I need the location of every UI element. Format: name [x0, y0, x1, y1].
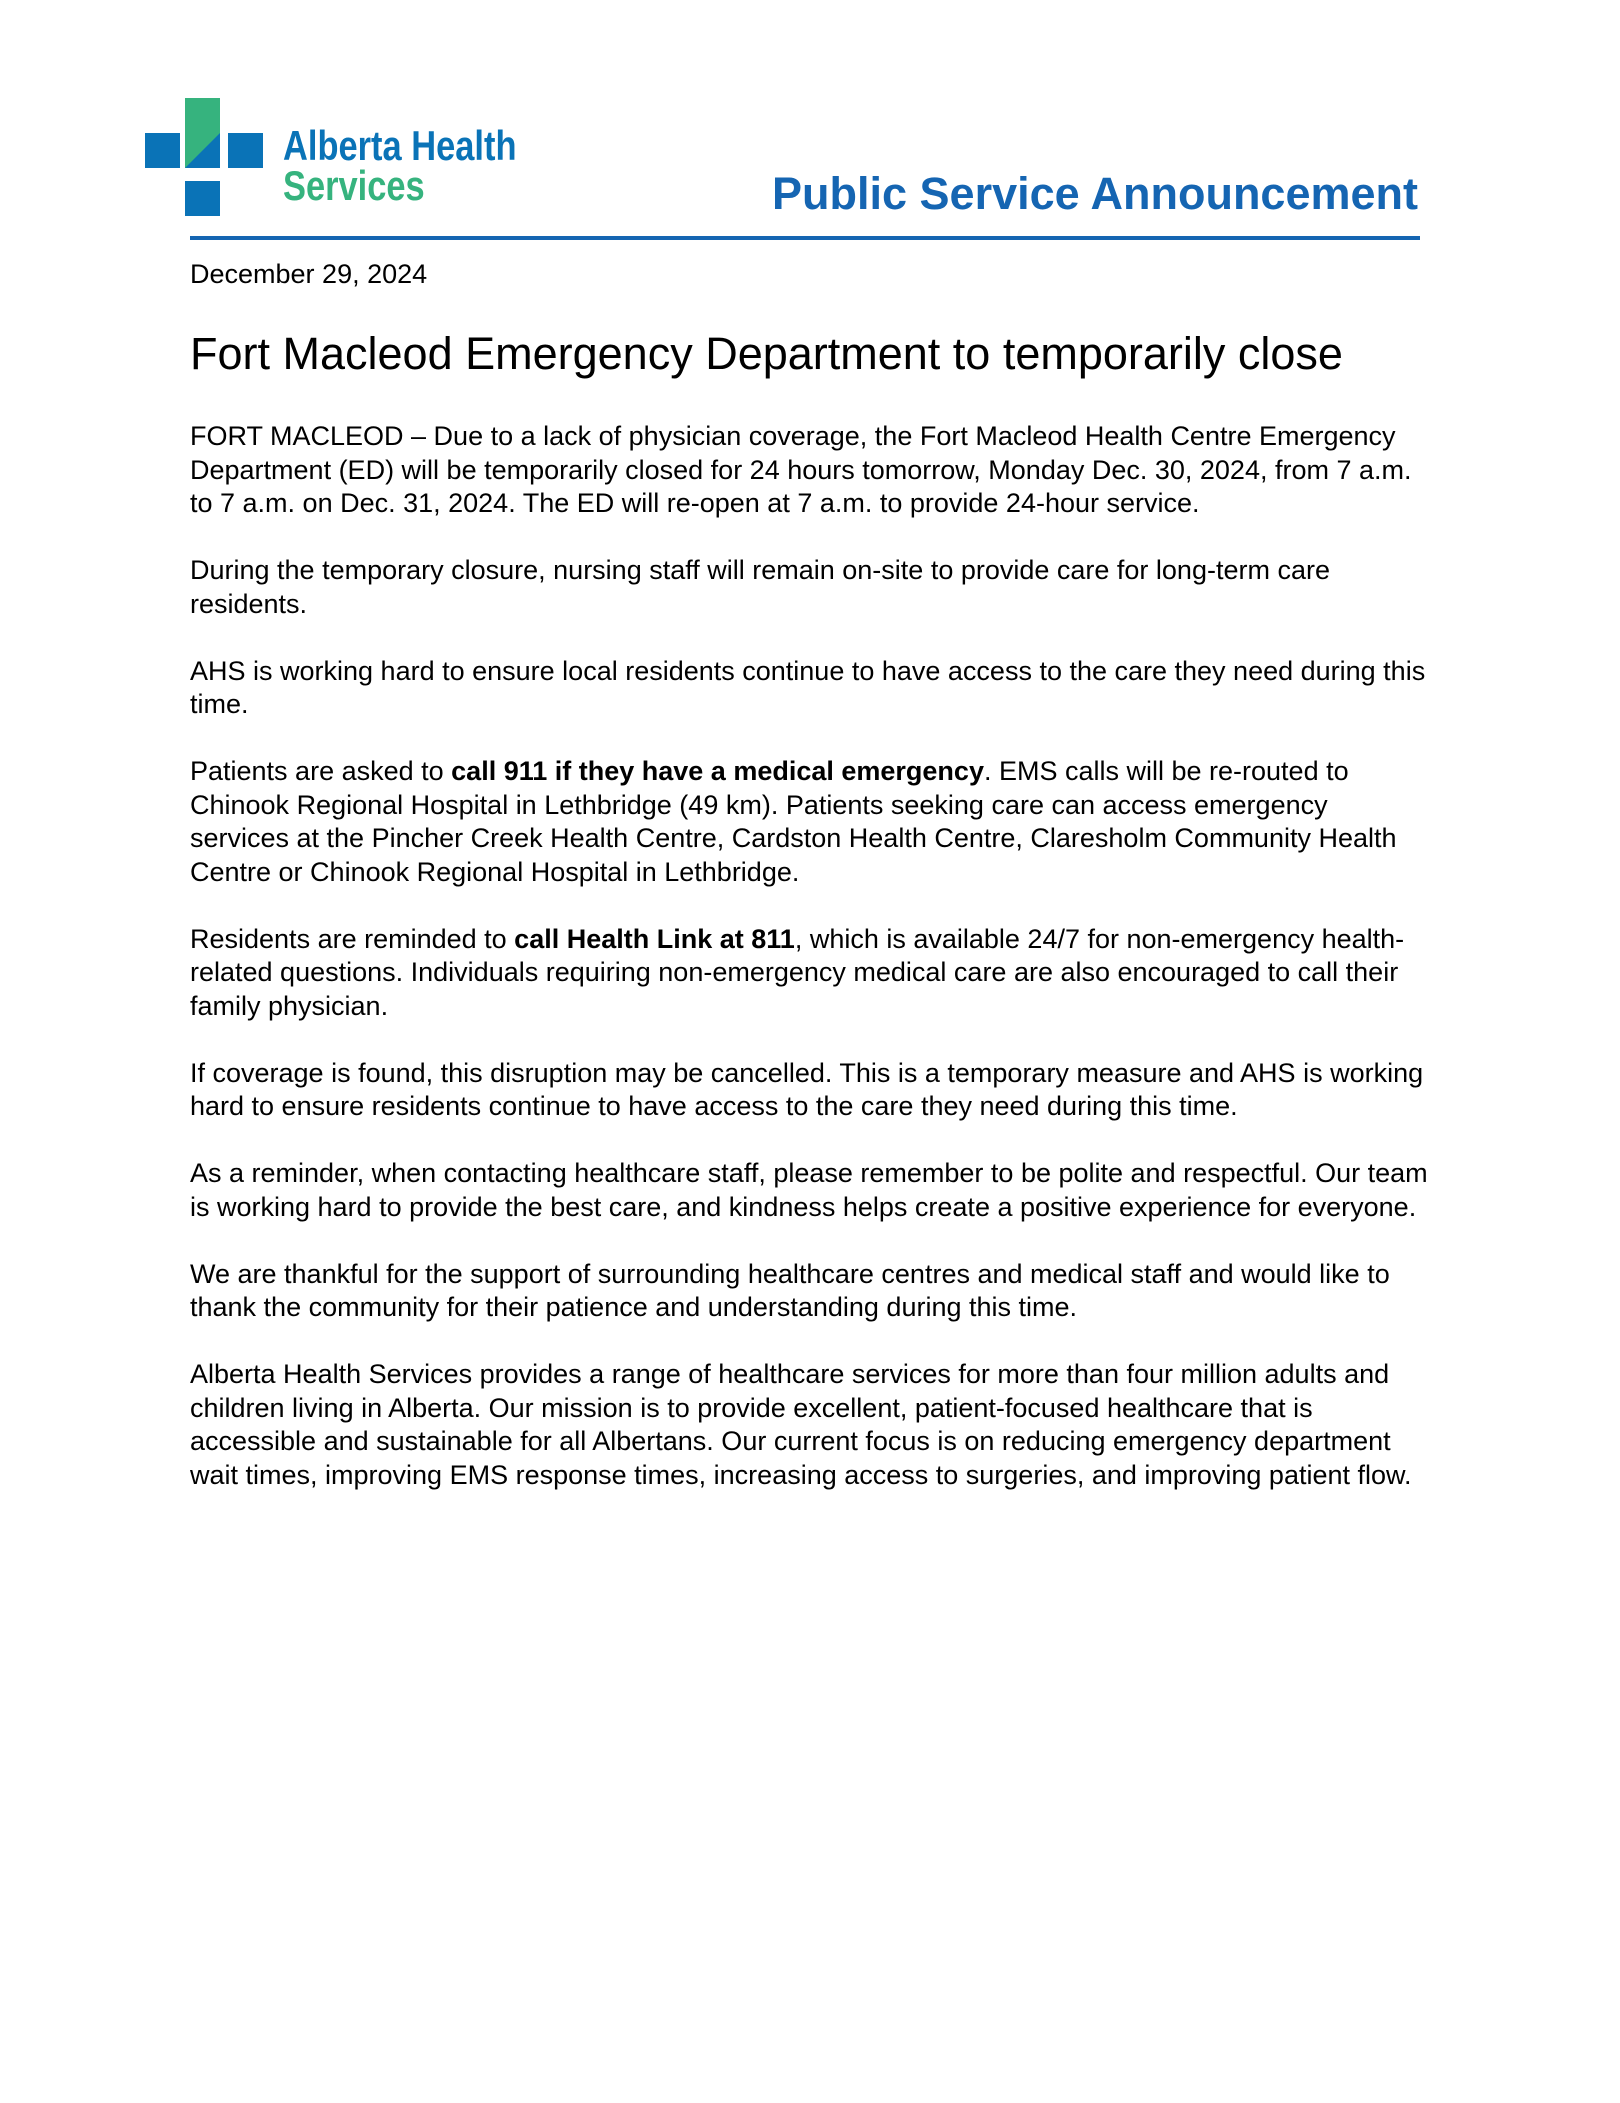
- paragraph-health-link: [190, 923, 1430, 1024]
- p4-text-post: . EMS calls will be re-routed to Chinook Regional Hospital in Lethbridge (49 km). Patients seeking care can access emergency services at the Pincher Creek Health Centre, Cardston Health Centre, Claresholm Community Health Centre or Chinook Regional Hospital in Lethbridge.: [190, 756, 1397, 887]
- ahs-cross-logo-icon: [145, 98, 263, 216]
- logo-text-line1: Alberta Health: [283, 122, 517, 169]
- logo-text-line2: Services: [283, 162, 425, 209]
- p5-text-post: , which is available 24/7 for non-emergency health-related questions. Individuals requiring non-emergency medical care are also encouraged to call their family physician.: [190, 923, 1405, 1021]
- p4-emphasis: call 911 if they have a medical emergency: [451, 756, 984, 786]
- document-body: [190, 256, 1430, 1526]
- paragraph-medical-emergency: [190, 755, 1430, 889]
- paragraph-reminder: As a reminder, when contacting healthcare staff, please remember to be polite and respectful. Our team is working hard to provide the best care, and kindness helps create a positive experience for everyone.: [190, 1158, 1428, 1222]
- p5-emphasis: call Health Link at 811: [514, 923, 795, 954]
- ahs-logo: [145, 98, 565, 218]
- paragraph-nursing-staff: During the temporary closure, nursing staff will remain on-site to provide care for long-term care residents.: [190, 555, 1330, 619]
- headline: Fort Macleod Emergency Department to temporarily close: [190, 328, 1343, 379]
- p5-text-pre: Residents are reminded to: [190, 923, 515, 954]
- header-divider: [190, 236, 1420, 240]
- psa-title: Public Service Announcement: [772, 168, 1418, 219]
- paragraph-access-to-care: AHS is working hard to ensure local residents continue to have access to the care they need during this time.: [190, 655, 1426, 719]
- paragraph-closure-details: FORT MACLEOD – Due to a lack of physician coverage, the Fort Macleod Health Centre Emergency Department (ED) will be temporarily closed for 24 hours tomorrow, Monday Dec. 30, 2024, from 7 a.m. to 7 a.m. on Dec. 31, 2024. The ED will re-open at 7 a.m. to provide 24-hour service.: [190, 421, 1412, 518]
- paragraph-about-ahs: Alberta Health Services provides a range of healthcare services for more than four million adults and children living in Alberta. Our mission is to provide excellent, patient-focused healthcare that is accessible and sustainable for all Albertans. Our current focus is on reducing emergency department wait times, improving EMS response times, increasing access to surgeries, and improving patient flow.: [190, 1359, 1412, 1490]
- logo-wordmark: [283, 122, 517, 209]
- paragraph-coverage: If coverage is found, this disruption may be cancelled. This is a temporary measure and AHS is working hard to ensure residents continue to have access to the care they need during this time.: [190, 1057, 1424, 1121]
- release-date: December 29, 2024: [190, 259, 428, 289]
- paragraph-thanks: We are thankful for the support of surrounding healthcare centres and medical staff and would like to thank the community for their patience and understanding during this time.: [190, 1258, 1390, 1322]
- p4-text-pre: Patients are asked to: [190, 756, 452, 786]
